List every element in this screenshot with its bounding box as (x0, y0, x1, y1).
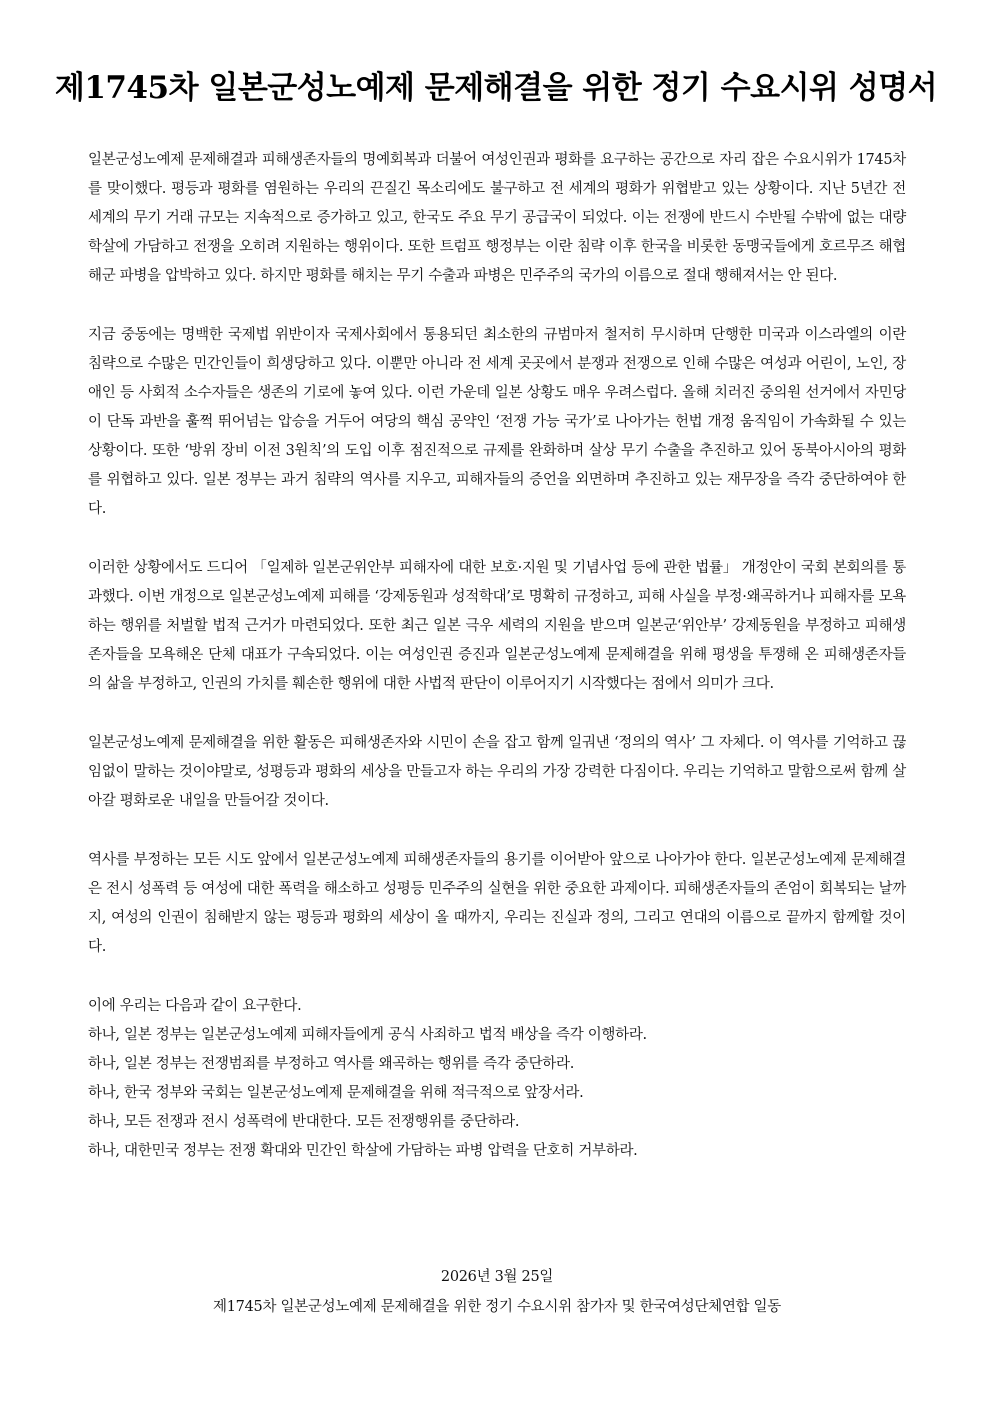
paragraph-4: 일본군성노예제 문제해결을 위한 활동은 피해생존자와 시민이 손을 잡고 함께 일궈낸 ‘정의의 역사’ 그 자체다. 이 역사를 기억하고 끊임없이 말하는 것이야말로, 성평등과 평화의 세상을 만들고자 하는 우리의 가장 강력한 다짐이다. 우리는 기억하고 말함으로써 함께 살아갈 평화로운 내일을 만들어갈 것이다. (88, 735, 906, 809)
demands-list (88, 992, 906, 1166)
paragraph-2: 지금 중동에는 명백한 국제법 위반이자 국제사회에서 통용되던 최소한의 규범마저 철저히 무시하며 단행한 미국과 이스라엘의 이란 침략으로 수많은 민간인들이 희생당하고 있다. 이뿐만 아니라 전 세계 곳곳에서 분쟁과 전쟁으로 인해 수많은 여성과 어린이, 노인, 장애인 등 사회적 소수자들은 생존의 기로에 놓여 있다. 이런 가운데 일본 상황도 매우 우려스럽다. 올해 치러진 중의원 선거에서 자민당이 단독 과반을 훌쩍 뛰어넘는 압승을 거두어 여당의 핵심 공약인 ‘전쟁 가능 국가’로 나아가는 헌법 개정 움직임이 가속화될 수 있는 상황이다. 또한 ‘방위 장비 이전 3원칙’의 도입 이후 점진적으로 규제를 완화하며 살상 무기 수출을 추진하고 있어 동북아시아의 평화를 위협하고 있다. 일본 정부는 과거 침략의 역사를 지우고, 피해자들의 증언을 외면하며 추진하고 있는 재무장을 즉각 중단하여야 한다. (88, 327, 906, 517)
document-footer (88, 1262, 906, 1322)
demand-item: 하나, 일본 정부는 전쟁범죄를 부정하고 역사를 왜곡하는 행위를 즉각 중단하라. (88, 1056, 575, 1072)
document-body (88, 146, 906, 1166)
statement-date: 2026년 3월 25일 (440, 1269, 554, 1285)
demand-item: 하나, 일본 정부는 일본군성노예제 피해자들에게 공식 사죄하고 법적 배상을 즉각 이행하라. (88, 1027, 647, 1043)
document-title: 제1745차 일본군성노예제 문제해결을 위한 정기 수요시위 성명서 (54, 70, 938, 106)
paragraph-3: 이러한 상황에서도 드디어 「일제하 일본군위안부 피해자에 대한 보호·지원 및 기념사업 등에 관한 법률」 개정안이 국회 본회의를 통과했다. 이번 개정으로 일본군성노예제 피해를 ‘강제동원과 성적학대’로 명확히 규정하고, 피해 사실을 부정·왜곡하거나 피해자를 모욕하는 행위를 처벌할 법적 근거가 마련되었다. 또한 최근 일본 극우 세력의 지원을 받으며 일본군‘위안부’ 강제동원을 부정하고 피해생존자들을 모욕해온 단체 대표가 구속되었다. 이는 여성인권 증진과 일본군성노예제 문제해결을 위해 평생을 투쟁해 온 피해생존자들의 삶을 부정하고, 인권의 가치를 훼손한 행위에 대한 사법적 판단이 이루어지기 시작했다는 점에서 의미가 크다. (88, 560, 906, 692)
paragraph-5: 역사를 부정하는 모든 시도 앞에서 일본군성노예제 피해생존자들의 용기를 이어받아 앞으로 나아가야 한다. 일본군성노예제 문제해결은 전시 성폭력 등 여성에 대한 폭력을 해소하고 성평등 민주주의 실현을 위한 중요한 과제이다. 피해생존자들의 존엄이 회복되는 날까지, 여성의 인권이 침해받지 않는 평등과 평화의 세상이 올 때까지, 우리는 진실과 정의, 그리고 연대의 이름으로 끝까지 함께할 것이다. (88, 852, 906, 955)
demands-intro: 이에 우리는 다음과 같이 요구한다. (88, 998, 302, 1014)
demand-item: 하나, 모든 전쟁과 전시 성폭력에 반대한다. 모든 전쟁행위를 중단하라. (88, 1114, 520, 1130)
statement-signature: 제1745차 일본군성노예제 문제해결을 위한 정기 수요시위 참가자 및 한국여성단체연합 일동 (213, 1299, 781, 1315)
paragraph-1: 일본군성노예제 문제해결과 피해생존자들의 명예회복과 더불어 여성인권과 평화를 요구하는 공간으로 자리 잡은 수요시위가 1745차를 맞이했다. 평등과 평화를 염원하는 우리의 끈질긴 목소리에도 불구하고 전 세계의 평화가 위협받고 있는 상황이다. 지난 5년간 전 세계의 무기 거래 규모는 지속적으로 증가하고 있고, 한국도 주요 무기 공급국이 되었다. 이는 전쟁에 반드시 수반될 수밖에 없는 대량 학살에 가담하고 전쟁을 오히려 지원하는 행위이다. 또한 트럼프 행정부는 이란 침략 이후 한국을 비롯한 동맹국들에게 호르무즈 해협 해군 파병을 압박하고 있다. 하지만 평화를 해치는 무기 수출과 파병은 민주주의 국가의 이름으로 절대 행해져서는 안 된다. (88, 152, 906, 284)
demand-item: 하나, 대한민국 정부는 전쟁 확대와 민간인 학살에 가담하는 파병 압력을 단호히 거부하라. (88, 1143, 638, 1159)
demand-item: 하나, 한국 정부와 국회는 일본군성노예제 문제해결을 위해 적극적으로 앞장서라. (88, 1085, 584, 1101)
